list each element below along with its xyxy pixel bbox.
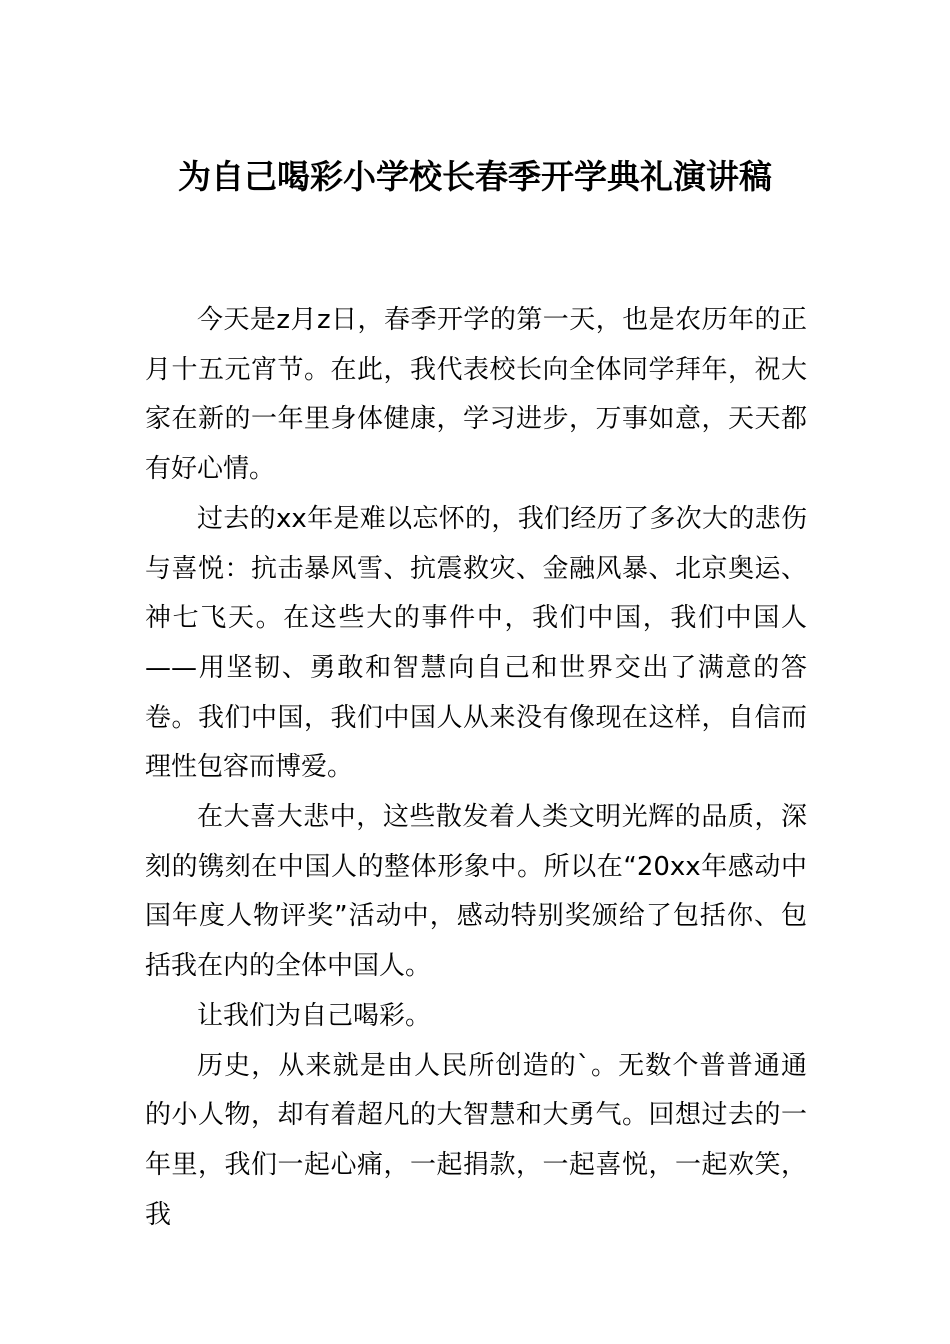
paragraph-2: 过去的xx年是难以忘怀的，我们经历了多次大的悲伤与喜悦：抗击暴风雪、抗震救灾、金融风暴、北京奥运、神七飞天。在这些大的事件中，我们中国，我们中国人——用坚韧、勇敢和智慧向自己和世界交出了满意的答卷。我们中国，我们中国人从来没有像现在这样，自信而理性包容而博爱。	[145, 503, 807, 783]
document-body	[145, 296, 807, 1240]
paragraph-5: 历史，从来就是由人民所创造的`。无数个普普通通的小人物，却有着超凡的大智慧和大勇气。回想过去的一年里，我们一起心痛，一起捐款，一起喜悦，一起欢笑，我	[145, 1050, 807, 1230]
paragraph-1: 今天是z月z日，春季开学的第一天，也是农历年的正月十五元宵节。在此，我代表校长向全体同学拜年，祝大家在新的一年里身体健康，学习进步，万事如意，天天都有好心情。	[145, 305, 807, 485]
paragraph-4: 让我们为自己喝彩。	[197, 1000, 432, 1031]
paragraph-3: 在大喜大悲中，这些散发着人类文明光辉的品质，深刻的镌刻在中国人的整体形象中。所以在“20xx年感动中国年度人物评奖”活动中，感动特别奖颁给了包括你、包括我在内的全体中国人。	[145, 802, 807, 982]
document-title: 为自己喝彩小学校长春季开学典礼演讲稿	[178, 157, 772, 196]
